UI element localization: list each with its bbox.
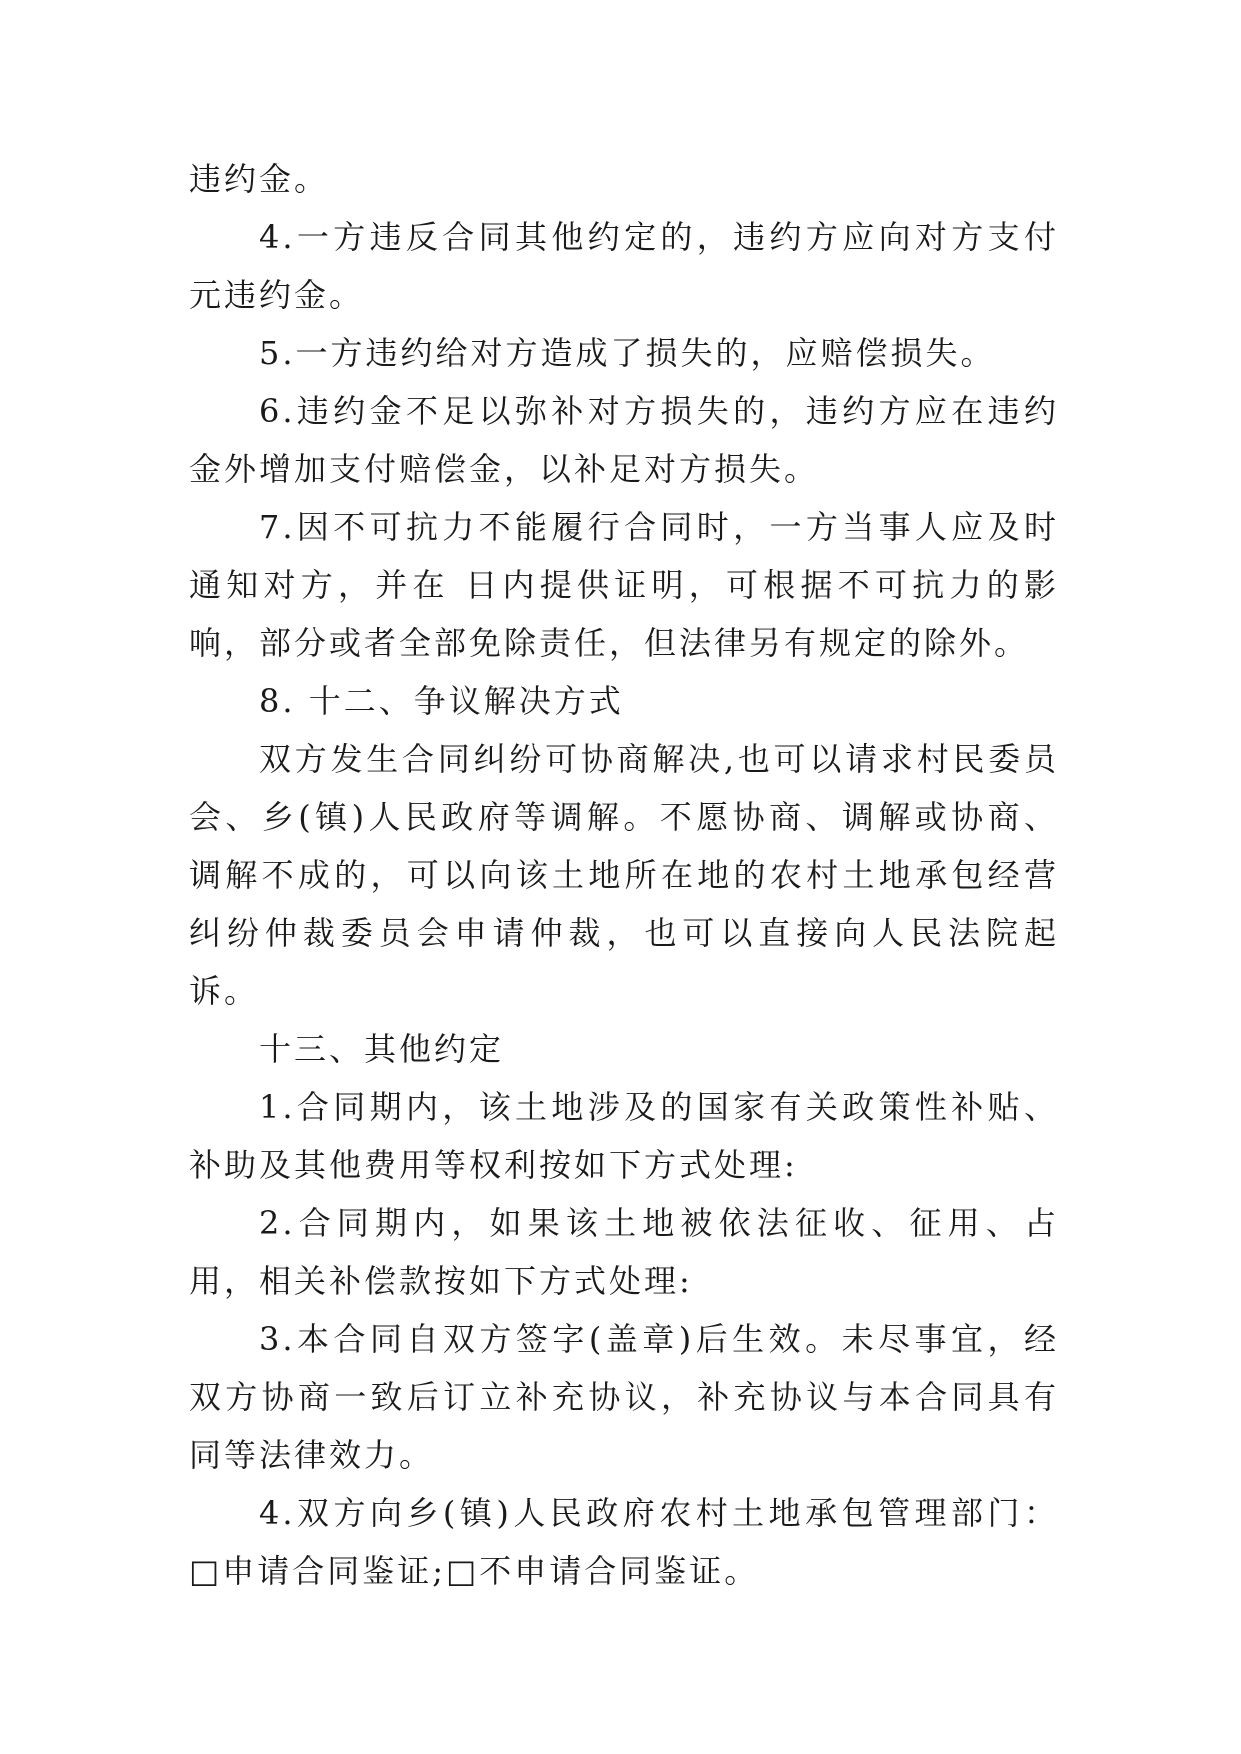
paragraph-1: 违约金。	[189, 160, 330, 198]
paragraph-11: 3.本合同自双方签字(盖章)后生效。未尽事宜，经双方协商一致后订立补充协议，补充协议与本合同具有同等法律效力。	[189, 1320, 1059, 1474]
section-heading-13: 十三、其他约定	[259, 1030, 505, 1068]
paragraph-3: 5.一方违约给对方造成了损失的，应赔偿损失。	[259, 334, 996, 372]
paragraph-5: 7.因不可抗力不能履行合同时，一方当事人应及时通知对方，并在 日内提供证明，可根据不可抗力的影响，部分或者全部免除责任，但法律另有规定的除外。	[189, 508, 1059, 662]
paragraph-9: 1.合同期内，该土地涉及的国家有关政策性补贴、补助及其他费用等权利按如下方式处理:	[189, 1088, 1059, 1184]
paragraph-2: 4.一方违反合同其他约定的，违约方应向对方支付 元违约金。	[189, 218, 1059, 314]
document-body	[189, 150, 1059, 1600]
paragraph-7: 双方发生合同纠纷可协商解决,也可以请求村民委员会、乡(镇)人民政府等调解。不愿协商、调解或协商、调解不成的，可以向该土地所在地的农村土地承包经营纠纷仲裁委员会申请仲裁，也可以直接向人民法院起诉。	[189, 740, 1059, 1010]
paragraph-12: 4.双方向乡(镇)人民政府农村土地承包管理部门：□申请合同鉴证;□不申请合同鉴证。	[189, 1494, 1059, 1590]
paragraph-4: 6.违约金不足以弥补对方损失的，违约方应在违约金外增加支付赔偿金，以补足对方损失。	[189, 392, 1059, 488]
section-heading-12: 8. 十二、争议解决方式	[259, 682, 624, 720]
paragraph-10: 2.合同期内，如果该土地被依法征收、征用、占用，相关补偿款按如下方式处理:	[189, 1204, 1059, 1300]
